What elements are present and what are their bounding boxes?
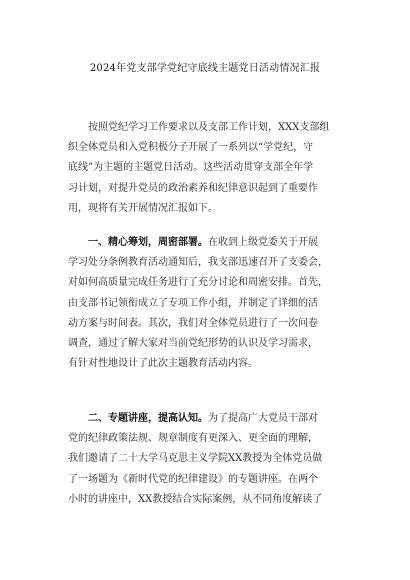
paragraph-line: 织全体党员和入党积极分子开展了一系列以“学党纪，守	[68, 142, 314, 154]
heading-line-rest: 在收到上级党委关于开展	[208, 237, 318, 248]
paragraph-line: 有针对性地设计了此次主题教育活动内容。	[68, 358, 258, 370]
paragraph-line: 学习处分条例教育活动通知后，我支部迅速召开了支委会，	[68, 257, 328, 269]
document-title: 2024年党支部学党纪守底线主题党日活动情况汇报	[89, 63, 321, 74]
paragraph-first-line	[68, 233, 346, 253]
paragraph-line: 对如何高质量完成任务进行了充分讨论和周密安排。首先，	[68, 277, 328, 289]
heading-line-rest: 为了提高广大党员干部对	[208, 413, 318, 424]
paragraph-section-2	[68, 409, 346, 510]
paragraph-line: 底线”为主题的主题党日活动。这些活动贯穿支部全年学	[68, 162, 314, 174]
paragraph-section-1	[68, 233, 346, 374]
paragraph-line: 按照党纪学习工作要求以及支部工作计划，XXX支部组	[88, 122, 330, 133]
paragraph-line: 小时的讲座中，XX教授结合实际案例，从不同角度解读了	[68, 493, 323, 505]
paragraph-line: 了一场题为《新时代党的纪律建设》的专题讲座。在两个	[68, 473, 318, 485]
paragraph-line: 调查，通过了解大家对当前党纪形势的认识及学习需求，	[68, 337, 318, 349]
paragraph-first-line	[68, 409, 346, 429]
paragraph-line: 动方案与时间表。其次，我们对全体党员进行了一次问卷	[68, 317, 318, 329]
section-heading: 一、精心筹划，周密部署。	[88, 237, 208, 248]
paragraph-line: 党的纪律政策法规、规章制度有更深入、更全面的理解，	[68, 433, 318, 445]
section-heading: 二、专题讲座，提高认知。	[88, 413, 208, 424]
paragraph-line: 习计划，对提升党员的政治素养和纪律意识起到了重要作	[68, 182, 318, 194]
paragraph-line: 我们邀请了二十大学马克思主义学院XX教授为全体党员做	[68, 453, 323, 465]
paragraph-line: 用，现将有关开展情况汇报如下。	[68, 202, 218, 214]
paragraph-line: 由支部书记领衔成立了专项工作小组，并制定了详细的活	[68, 297, 318, 309]
paragraph-intro	[68, 118, 346, 219]
